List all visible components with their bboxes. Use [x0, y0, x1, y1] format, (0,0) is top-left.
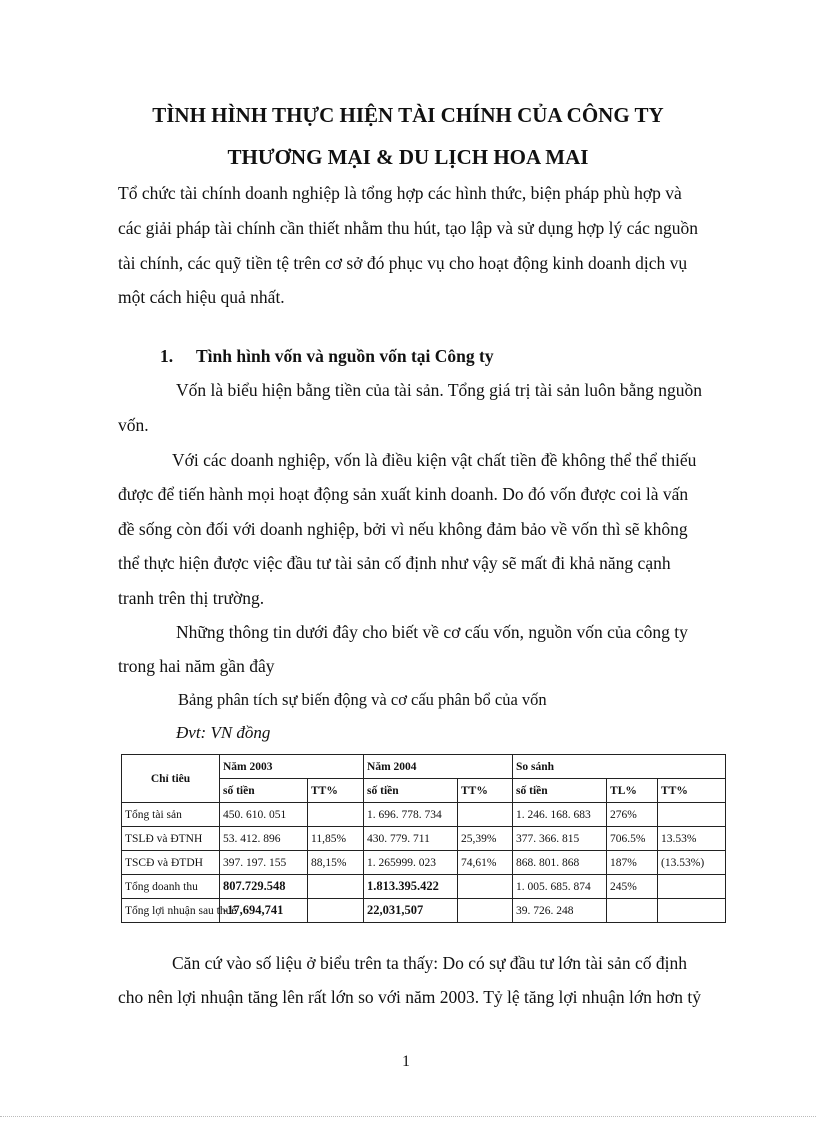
table-row: [122, 803, 726, 827]
header-chi-tieu: Chỉ tiêu: [122, 755, 220, 803]
para2-line-1: Với các doanh nghiệp, vốn là điều kiện vật chất tiền đề không thể thể thiếu: [172, 450, 697, 470]
cell-diff: 377. 366. 815: [513, 827, 607, 851]
para1-line-1: Vốn là biểu hiện bằng tiền của tài sản. Tổng giá trị tài sản luôn bằng nguồn: [176, 380, 703, 400]
cell-tt: [658, 899, 726, 923]
cell-tt-2004: [458, 875, 513, 899]
page-bottom-divider: [0, 1116, 816, 1117]
table-row: [122, 899, 726, 923]
cell-tt-2004: 74,61%: [458, 851, 513, 875]
cell-tt-2003: [308, 899, 364, 923]
cell-tt-2003: [308, 875, 364, 899]
cell-amount-2004: 1. 265999. 023: [364, 851, 458, 875]
table-caption: Bảng phân tích sự biến động và cơ cấu phân bổ của vốn: [178, 690, 547, 709]
intro-line-4: một cách hiệu quả nhất.: [118, 287, 285, 307]
table-row: [122, 827, 726, 851]
subheader-amount-2003: số tiền: [220, 779, 308, 803]
page-number: 1: [402, 1053, 410, 1070]
cell-diff: 39. 726. 248: [513, 899, 607, 923]
section-number: 1.: [160, 346, 174, 366]
cell-tl: 276%: [607, 803, 658, 827]
intro-line-1: Tổ chức tài chính doanh nghiệp là tổng hợp các hình thức, biện pháp phù hợp và: [118, 183, 682, 203]
page-title-line-2: THƯƠNG MẠI & DU LỊCH HOA MAI: [227, 145, 589, 169]
cell-tl: 706.5%: [607, 827, 658, 851]
para4-line-1: Căn cứ vào số liệu ở biểu trên ta thấy: Do có sự đầu tư lớn tài sản cố định: [172, 953, 687, 973]
cell-amount-2003: -17,694,741: [220, 899, 308, 923]
cell-tt: [658, 803, 726, 827]
page-title-line-1: TÌNH HÌNH THỰC HIỆN TÀI CHÍNH CỦA CÔNG TY: [152, 103, 664, 127]
subheader-tt-2003: TT%: [308, 779, 364, 803]
intro-line-3: tài chính, các quỹ tiền tệ trên cơ sở đó phục vụ cho hoạt động kinh doanh dịch vụ: [118, 253, 688, 273]
cell-amount-2003: 807.729.548: [220, 875, 308, 899]
subheader-amount-diff: số tiền: [513, 779, 607, 803]
cell-tt-2003: [308, 803, 364, 827]
para2-line-3: đề sống còn đối với doanh nghiệp, bởi vì nếu không đảm bảo về vốn thì sẽ không: [118, 519, 688, 539]
row-label: Tổng doanh thu: [122, 875, 220, 899]
header-2003: Năm 2003: [220, 755, 364, 779]
cell-amount-2004: 22,031,507: [364, 899, 458, 923]
para2-line-4: thể thực hiện được việc đầu tư tài sản cố định như vậy sẽ mất đi khả năng cạnh: [118, 553, 671, 573]
financial-table: [121, 754, 726, 923]
unit-label: Đvt: VN đồng: [176, 723, 271, 742]
subheader-tt-2004: TT%: [458, 779, 513, 803]
cell-diff: 1. 005. 685. 874: [513, 875, 607, 899]
row-label: Tổng tài sản: [122, 803, 220, 827]
para2-line-5: tranh trên thị trường.: [118, 588, 265, 608]
row-label: Tổng lợi nhuận sau thuế: [122, 899, 220, 923]
cell-amount-2003: 397. 197. 155: [220, 851, 308, 875]
subheader-amount-2004: số tiền: [364, 779, 458, 803]
table-row: [122, 851, 726, 875]
table-row: [122, 875, 726, 899]
cell-tl: [607, 899, 658, 923]
cell-diff: 1. 246. 168. 683: [513, 803, 607, 827]
cell-tt: 13.53%: [658, 827, 726, 851]
cell-tt-2003: 88,15%: [308, 851, 364, 875]
cell-tt: (13.53%): [658, 851, 726, 875]
para2-line-2: được để tiến hành mọi hoạt động sản xuất kinh doanh. Do đó vốn được coi là vấn: [118, 484, 689, 504]
cell-amount-2003: 53. 412. 896: [220, 827, 308, 851]
cell-tt-2004: [458, 899, 513, 923]
row-label: TSCĐ và ĐTDH: [122, 851, 220, 875]
header-2004: Năm 2004: [364, 755, 513, 779]
section-heading: Tình hình vốn và nguồn vốn tại Công ty: [196, 346, 494, 366]
cell-tt-2003: 11,85%: [308, 827, 364, 851]
table-header-row: [122, 755, 726, 779]
row-label: TSLĐ và ĐTNH: [122, 827, 220, 851]
cell-amount-2004: 1.813.395.422: [364, 875, 458, 899]
para1-line-2: vốn.: [118, 415, 149, 435]
cell-tl: 245%: [607, 875, 658, 899]
cell-tl: 187%: [607, 851, 658, 875]
cell-tt: [658, 875, 726, 899]
para4-line-2: cho nên lợi nhuận tăng lên rất lớn so với năm 2003. Tỷ lệ tăng lợi nhuận lớn hơn tỷ: [118, 987, 702, 1007]
cell-amount-2004: 1. 696. 778. 734: [364, 803, 458, 827]
cell-tt-2004: 25,39%: [458, 827, 513, 851]
header-compare: So sánh: [513, 755, 726, 779]
para3-line-1: Những thông tin dưới đây cho biết về cơ cấu vốn, nguồn vốn của công ty: [176, 622, 688, 642]
para3-line-2: trong hai năm gần đây: [118, 656, 275, 676]
cell-diff: 868. 801. 868: [513, 851, 607, 875]
subheader-tl: TL%: [607, 779, 658, 803]
cell-tt-2004: [458, 803, 513, 827]
subheader-tt: TT%: [658, 779, 726, 803]
intro-line-2: các giải pháp tài chính cần thiết nhằm thu hút, tạo lập và sử dụng hợp lý các nguồn: [118, 218, 699, 238]
cell-amount-2004: 430. 779. 711: [364, 827, 458, 851]
cell-amount-2003: 450. 610. 051: [220, 803, 308, 827]
